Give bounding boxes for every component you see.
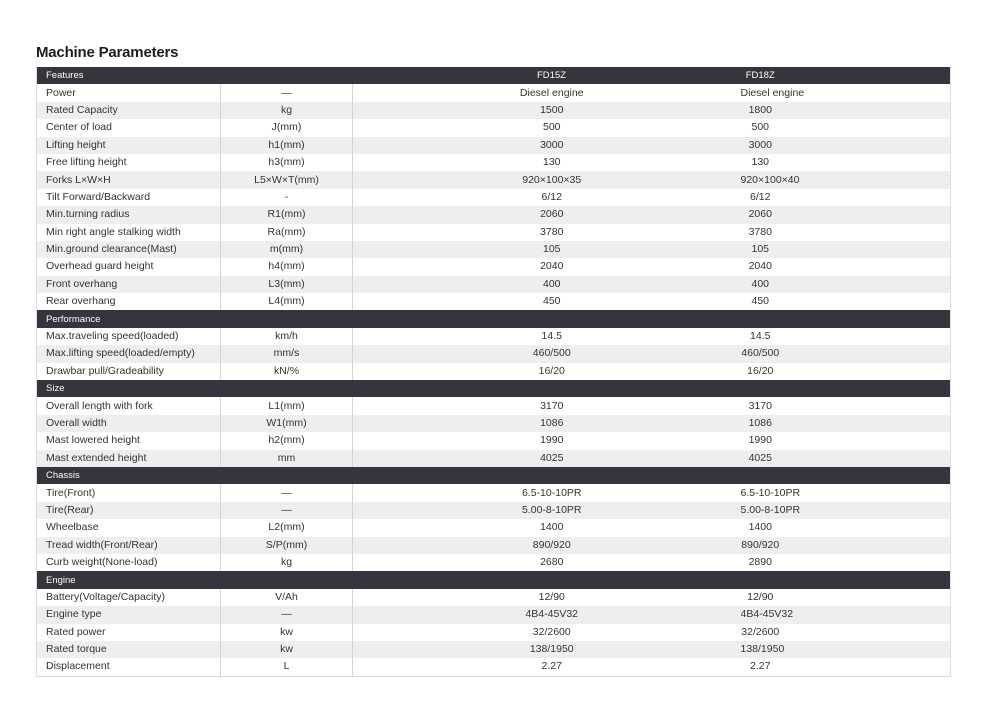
section-spacer xyxy=(221,67,353,84)
param-name: Tread width(Front/Rear) xyxy=(37,537,221,554)
table-row xyxy=(37,415,951,432)
param-unit: L4(mm) xyxy=(221,293,353,310)
value-fd18z: 130 xyxy=(751,156,770,169)
table-row xyxy=(37,206,951,223)
param-name: Rated Capacity xyxy=(37,102,221,119)
value-fd18z: 105 xyxy=(741,241,951,258)
table-row xyxy=(37,484,951,501)
param-name: Forks L×W×H xyxy=(37,171,221,188)
param-name: Overhead guard height xyxy=(46,260,154,273)
model-header-fd15z: FD15Z xyxy=(353,67,741,84)
param-unit: — xyxy=(221,84,353,101)
table-row xyxy=(37,137,951,154)
value-fd18z: 14.5 xyxy=(750,330,771,343)
value-fd18z: 400 xyxy=(741,276,951,293)
param-unit: — xyxy=(221,484,353,501)
value-fd15z: 1500 xyxy=(353,102,741,119)
param-name: Lifting height xyxy=(37,137,221,154)
table-row xyxy=(37,432,951,449)
value-fd18z: 6.5-10-10PR xyxy=(741,484,951,501)
value-fd18z: 5.00-8-10PR xyxy=(741,502,951,519)
value-fd15z: 3000 xyxy=(353,137,741,154)
param-unit: S/P(mm) xyxy=(221,537,353,554)
table-row xyxy=(37,241,951,258)
table-row xyxy=(37,641,951,658)
section-spacer xyxy=(221,310,353,327)
param-name: Battery(Voltage/Capacity) xyxy=(37,589,221,606)
table-row xyxy=(37,450,951,467)
param-name: Rated power xyxy=(37,624,221,641)
value-fd15z: 1990 xyxy=(540,434,564,447)
param-unit: W1(mm) xyxy=(221,415,353,432)
value-fd15z: 1086 xyxy=(353,415,741,432)
value-fd15z: 14.5 xyxy=(541,330,562,343)
value-fd18z: 3000 xyxy=(741,137,951,154)
section-spacer xyxy=(741,467,951,484)
value-fd15z: 105 xyxy=(353,241,741,258)
value-fd15z: 4B4-45V32 xyxy=(353,606,741,623)
param-unit: h4(mm) xyxy=(221,258,353,275)
value-fd15z: 3780 xyxy=(540,225,564,238)
value-fd18z: 4025 xyxy=(741,450,951,467)
param-unit: kw xyxy=(221,641,353,658)
param-name: Drawbar pull/Gradeability xyxy=(46,364,164,377)
value-fd18z: Diesel engine xyxy=(740,86,805,99)
param-unit: kg xyxy=(221,554,353,571)
value-fd15z: 12/90 xyxy=(353,589,741,606)
value-fd18z: 138/1950 xyxy=(741,641,951,658)
param-name: Free lifting height xyxy=(46,156,127,169)
param-name: Front overhang xyxy=(37,276,221,293)
value-fd18z: 6/12 xyxy=(750,190,771,203)
table-row xyxy=(37,658,951,676)
value-fd15z: 5.00-8-10PR xyxy=(353,502,741,519)
table-row xyxy=(37,102,951,119)
table-row xyxy=(37,624,951,641)
param-name: Overall length with fork xyxy=(46,399,153,412)
section-header xyxy=(37,571,951,588)
value-fd15z: 450 xyxy=(542,295,561,308)
section-spacer xyxy=(741,571,951,588)
param-unit: L2(mm) xyxy=(221,519,353,536)
param-unit: h2(mm) xyxy=(221,432,353,449)
value-fd15z: Diesel engine xyxy=(519,86,584,99)
param-unit: L3(mm) xyxy=(221,276,353,293)
value-fd18z: 2040 xyxy=(748,260,772,273)
section-header xyxy=(37,310,951,327)
param-unit: L5×W×T(mm) xyxy=(221,171,353,188)
param-unit: R1(mm) xyxy=(221,206,353,223)
section-spacer xyxy=(221,380,353,397)
value-fd15z: 2680 xyxy=(353,554,741,571)
param-unit: kg xyxy=(221,102,353,119)
param-unit: h1(mm) xyxy=(221,137,353,154)
value-fd18z: 2060 xyxy=(741,206,951,223)
section-header xyxy=(37,67,951,84)
page-title: Machine Parameters xyxy=(36,44,179,61)
section-spacer xyxy=(741,380,951,397)
param-name: Min right angle stalking width xyxy=(46,225,181,238)
param-name: Power xyxy=(46,86,76,99)
param-name: Min.turning radius xyxy=(37,206,221,223)
param-unit: — xyxy=(221,502,353,519)
table-body xyxy=(37,67,951,676)
value-fd18z: 1400 xyxy=(741,519,951,536)
value-fd18z: 2890 xyxy=(741,554,951,571)
table-row xyxy=(37,345,951,362)
value-fd15z: 16/20 xyxy=(538,364,565,377)
value-fd15z: 2.27 xyxy=(353,658,741,676)
param-name: Min.ground clearance(Mast) xyxy=(37,241,221,258)
table-row xyxy=(37,84,951,101)
value-fd15z: 1400 xyxy=(353,519,741,536)
param-name: Mast extended height xyxy=(37,450,221,467)
param-unit: m(mm) xyxy=(221,241,353,258)
param-unit: L xyxy=(221,658,353,676)
table-row xyxy=(37,276,951,293)
table-row xyxy=(37,224,951,241)
table-row xyxy=(37,154,951,171)
value-fd18z: 3780 xyxy=(748,225,772,238)
param-name: Tilt Forward/Backward xyxy=(46,190,151,203)
param-name: Mast lowered height xyxy=(46,434,140,447)
section-title: Size xyxy=(37,380,221,397)
param-name: Overall width xyxy=(37,415,221,432)
section-title: Engine xyxy=(37,571,221,588)
section-spacer xyxy=(221,571,353,588)
table-row xyxy=(37,502,951,519)
table-row xyxy=(37,189,951,206)
param-unit: mm xyxy=(221,450,353,467)
param-unit: h3(mm) xyxy=(221,154,353,171)
param-unit: V/Ah xyxy=(221,589,353,606)
value-fd18z: 32/2600 xyxy=(741,624,951,641)
param-name: Displacement xyxy=(37,658,221,676)
param-name: Center of load xyxy=(46,121,112,134)
value-fd18z: 1800 xyxy=(741,102,951,119)
param-unit: - xyxy=(221,189,353,206)
value-fd18z: 890/920 xyxy=(741,537,951,554)
section-spacer xyxy=(353,310,741,327)
value-fd18z: 12/90 xyxy=(741,589,951,606)
table-row xyxy=(37,328,951,345)
table-row xyxy=(37,554,951,571)
table-row xyxy=(37,258,951,275)
value-fd18z: 1990 xyxy=(748,434,772,447)
value-fd18z: 3170 xyxy=(748,399,772,412)
value-fd15z: 138/1950 xyxy=(353,641,741,658)
section-header xyxy=(37,467,951,484)
param-name: Tire(Rear) xyxy=(37,502,221,519)
machine-parameters-table xyxy=(36,67,951,677)
table-row xyxy=(37,519,951,536)
value-fd18z: 450 xyxy=(751,295,770,308)
param-unit: J(mm) xyxy=(221,119,353,136)
param-unit: Ra(mm) xyxy=(221,224,353,241)
value-fd15z: 920×100×35 xyxy=(353,171,741,188)
value-fd15z: 3170 xyxy=(540,399,564,412)
param-unit: kw xyxy=(221,624,353,641)
param-unit: mm/s xyxy=(221,345,353,362)
value-fd15z: 2040 xyxy=(540,260,564,273)
value-fd15z: 890/920 xyxy=(353,537,741,554)
value-fd15z: 2060 xyxy=(353,206,741,223)
value-fd18z: 920×100×40 xyxy=(741,171,951,188)
value-fd18z: 2.27 xyxy=(741,658,951,676)
table-row xyxy=(37,537,951,554)
section-spacer xyxy=(353,380,741,397)
value-fd15z: 32/2600 xyxy=(353,624,741,641)
value-fd18z: 500 xyxy=(751,121,770,134)
param-unit: — xyxy=(221,606,353,623)
value-fd15z: 4025 xyxy=(353,450,741,467)
table-row xyxy=(37,397,951,414)
value-fd18z: 16/20 xyxy=(747,364,774,377)
table-row xyxy=(37,363,951,380)
param-name: Rated torque xyxy=(37,641,221,658)
section-spacer xyxy=(741,310,951,327)
value-fd15z: 460/500 xyxy=(353,345,741,362)
model-header-fd18z: FD18Z xyxy=(741,67,951,84)
value-fd18z: 4B4-45V32 xyxy=(741,606,951,623)
param-name: Wheelbase xyxy=(37,519,221,536)
table-row xyxy=(37,589,951,606)
param-name: Tire(Front) xyxy=(37,484,221,501)
param-unit: kN/% xyxy=(221,363,353,380)
param-name: Engine type xyxy=(37,606,221,623)
table-row xyxy=(37,606,951,623)
value-fd15z: 130 xyxy=(542,156,561,169)
value-fd18z: 460/500 xyxy=(741,345,951,362)
section-spacer xyxy=(221,467,353,484)
table-row xyxy=(37,119,951,136)
param-unit: km/h xyxy=(221,328,353,345)
param-name: Max.lifting speed(loaded/empty) xyxy=(37,345,221,362)
param-unit: L1(mm) xyxy=(221,397,353,414)
param-name: Rear overhang xyxy=(46,295,116,308)
value-fd15z: 6/12 xyxy=(541,190,562,203)
param-name: Max.traveling speed(loaded) xyxy=(46,330,179,343)
section-title: Performance xyxy=(37,310,221,327)
value-fd15z: 6.5-10-10PR xyxy=(353,484,741,501)
table-row xyxy=(37,293,951,310)
section-spacer xyxy=(353,571,741,588)
section-title: Chassis xyxy=(37,467,221,484)
param-name: Curb weight(None-load) xyxy=(37,554,221,571)
value-fd18z: 1086 xyxy=(741,415,951,432)
value-fd15z: 400 xyxy=(353,276,741,293)
section-spacer xyxy=(353,467,741,484)
section-title: Features xyxy=(37,67,221,84)
table-row xyxy=(37,171,951,188)
value-fd15z: 500 xyxy=(542,121,561,134)
section-header xyxy=(37,380,951,397)
